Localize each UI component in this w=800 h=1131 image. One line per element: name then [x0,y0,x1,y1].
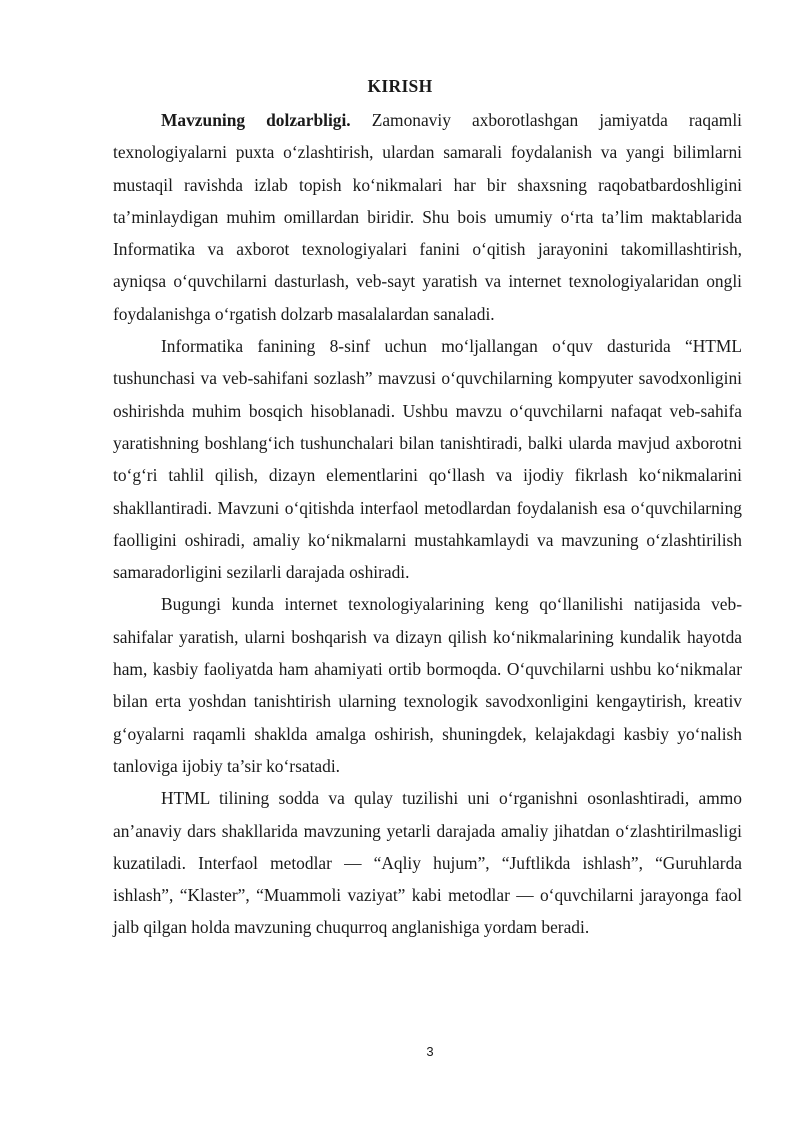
paragraph-text: Informatika fanining 8-sinf uchun mo‘ljallangan o‘quv dasturida “HTML tushunchasi va veb-sahifani sozlash” mavzusi o‘quvchilarning kompyuter savodxonligini oshirishda muhim bosqich hisoblanadi. Ushbu mavzu o‘quvchilarni nafaqat veb-sahifa yaratishning boshlang‘ich tushunchalari bilan tanishtiradi, balki ularda mavjud axborotni to‘g‘ri tahlil qilish, dizayn elementlarini qo‘llash va ijodiy fikrlash ko‘nikmalarini shakllantiradi. Mavzuni o‘qitishda interfaol metodlardan foydalanish esa o‘quvchilarning faolligini oshiradi, amaliy ko‘nikmalarni mustahkamlaydi va mavzuning o‘zlashtirilish samaradorligini sezilarli darajada oshiradi. [113,336,742,583]
paragraph-interactive-methods [113,782,742,943]
body-text [113,104,742,944]
paragraph-text: HTML tilining sodda va qulay tuzilishi uni o‘rganishni osonlashtiradi, ammo an’anaviy dars shakllarida mavzuning yetarli darajada amaliy jihatdan o‘zlashtirilmasligi kuzatiladi. Interfaol metodlar — “Aqliy hujum”, “Juftlikda ishlash”, “Guruhlarda ishlash”, “Klaster”, “Muammoli vaziyat” kabi metodlar — o‘quvchilarni jarayonga faol jalb qilgan holda mavzuning chuqurroq anglanishiga yordam beradi. [113,788,742,938]
paragraph-web-skills [113,588,742,782]
page-number: 3 [426,1044,434,1059]
paragraph-text: Bugungi kunda internet texnologiyalarining keng qo‘llanilishi natijasida veb-sahifalar yaratish, ularni boshqarish va dizayn qilish ko‘nikmalarining kundalik hayotda ham, kasbiy faoliyatda ham ahamiyati ortib bormoqda. O‘quvchilarni ushbu ko‘nikmalar bilan erta yoshdan tanishtirish ularning texnologik savodxonligini kengaytirish, kreativ g‘oyalarni raqamli shaklda amalga oshirish, shuningdek, kelajakdagi kasbiy yo‘nalish tanloviga ijobiy ta’sir ko‘rsatadi. [113,594,742,776]
paragraph-lead: Mavzuning dolzarbligi. [161,110,351,130]
section-heading: KIRISH [367,76,433,96]
paragraph-text: Zamonaviy axborotlashgan jamiyatda raqamli texnologiyalarni puxta o‘zlashtirish, ulardan samarali foydalanish va yangi bilimlarni mustaqil ravishda izlab topish ko‘nikmalari har bir shaxsning raqobatbardoshligini ta’minlaydigan muhim omillardan biridir. Shu bois umumiy o‘rta ta’lim maktablarida Informatika va axborot texnologiyalari fanini o‘qitish jarayonini takomillashtirish, ayniqsa o‘quvchilarni dasturlash, veb-sayt yaratish va internet texnologiyalaridan ongli foydalanishga o‘rgatish dolzarb masalalardan sanaladi. [113,110,742,324]
paragraph-curriculum [113,330,742,588]
paragraph-relevance [113,104,742,330]
